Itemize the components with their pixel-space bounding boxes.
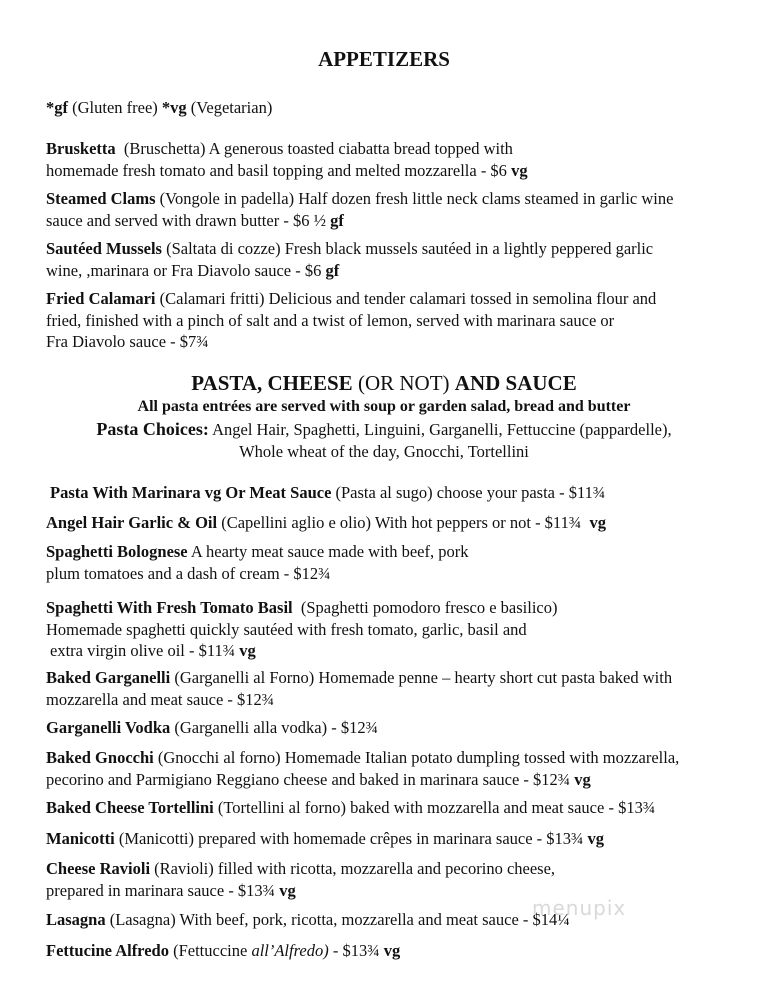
menu-item-baked-gnocchi — [46, 747, 746, 790]
menupix-watermark: menupix — [532, 896, 627, 920]
item-name: Lasagna — [46, 910, 106, 929]
item-desc: (Saltata di cozze) Fresh black mussels sautéed in a lightly peppered garlic — [166, 239, 654, 258]
item-desc: (Capellini aglio e olio) With hot peppers or not - $11¾ — [221, 513, 582, 532]
item-desc: (Garganelli alla vodka) - $12¾ — [174, 718, 378, 737]
item-name: Fried Calamari — [46, 289, 156, 308]
item-desc: (Garganelli al Forno) Homemade penne – hearty short cut pasta baked with — [174, 668, 673, 687]
item-name: Angel Hair Garlic & Oil — [46, 513, 218, 532]
item-desc: plum tomatoes and a dash of cream - $12¾ — [46, 563, 331, 583]
item-desc-italic: all’Alfredo) — [251, 941, 329, 960]
pasta-choices-line2: Whole wheat of the day, Gnocchi, Tortellini — [239, 442, 529, 461]
item-name: Baked Garganelli — [46, 668, 171, 687]
menu-item-fried-calamari — [46, 288, 746, 353]
appetizers-title: APPETIZERS — [318, 47, 450, 71]
item-desc: (Manicotti) prepared with homemade crêpes in marinara sauce - $13¾ — [118, 829, 584, 848]
vg-text: (Vegetarian) — [190, 98, 273, 117]
pasta-title-b: (OR NOT) — [357, 371, 450, 395]
pasta-choices-list: Angel Hair, Spaghetti, Linguini, Garganelli, Fettuccine (pappardelle), — [208, 420, 672, 439]
item-name: Manicotti — [46, 829, 115, 848]
item-desc: Homemade spaghetti quickly sautéed with fresh tomato, garlic, basil and — [46, 619, 527, 639]
item-desc: (Pasta al sugo) choose your pasta - $11¾ — [335, 483, 606, 502]
item-name: Sautéed Mussels — [46, 239, 162, 258]
item-desc: (Ravioli) filled with ricotta, mozzarella and pecorino cheese, — [154, 859, 556, 878]
item-desc: (Spaghetti pomodoro fresco e basilico) — [300, 598, 558, 617]
menu-item-cheese-ravioli — [46, 858, 746, 901]
menu-item-fettucine-alfredo — [46, 940, 746, 962]
menu-item-baked-garganelli — [46, 667, 746, 710]
pasta-title-a: PASTA, CHEESE — [191, 371, 353, 395]
menu-item-pasta-marinara — [50, 482, 750, 504]
item-desc: (Bruschetta) A generous toasted ciabatta bread topped with — [123, 139, 513, 158]
menu-item-manicotti — [46, 828, 746, 850]
item-name: Spaghetti Bolognese — [46, 542, 188, 561]
item-name: Pasta With Marinara vg Or Meat Sauce — [50, 483, 332, 502]
item-name: Baked Cheese Tortellini — [46, 798, 214, 817]
item-name: Cheese Ravioli — [46, 859, 151, 878]
item-desc: (Fettuccine — [173, 941, 252, 960]
pasta-choices — [0, 419, 768, 440]
diet-tag: vg — [587, 829, 605, 848]
served-with-note: All pasta entrées are served with soup or garden salad, bread and butter — [137, 398, 631, 415]
item-name: Steamed Clams — [46, 189, 156, 208]
diet-tag: vg — [574, 769, 591, 789]
item-desc: (Gnocchi al forno) Homemade Italian potato dumpling tossed with mozzarella, — [157, 748, 680, 767]
menu-item-brusketta — [46, 138, 746, 181]
menu-item-steamed-clams — [46, 188, 746, 231]
menu-item-spaghetti-tomato-basil — [46, 597, 746, 662]
item-desc: mozzarella and meat sauce - $12¾ — [46, 689, 275, 709]
item-desc: A hearty meat sauce made with beef, pork — [190, 542, 469, 561]
gf-code: *gf — [46, 98, 68, 117]
item-name: Spaghetti With Fresh Tomato Basil — [46, 598, 293, 617]
diet-legend — [46, 97, 746, 118]
item-desc: wine, ,marinara or Fra Diavolo sauce - $6 — [46, 260, 326, 280]
menu-item-angel-hair — [46, 512, 746, 534]
item-name: Baked Gnocchi — [46, 748, 154, 767]
menu-item-sauteed-mussels — [46, 238, 746, 281]
item-desc: prepared in marinara sauce - $13¾ — [46, 880, 276, 900]
pasta-title — [0, 371, 768, 396]
diet-tag: vg — [511, 160, 528, 180]
item-desc: fried, finished with a pinch of salt and a twist of lemon, served with marinara sauce or — [46, 310, 615, 330]
item-name: Brusketta — [46, 139, 116, 158]
gf-text: (Gluten free) — [72, 98, 158, 117]
item-desc: homemade fresh tomato and basil topping and melted mozzarella - $6 — [46, 160, 507, 180]
item-name: Fettucine Alfredo — [46, 941, 169, 960]
item-price: - $13¾ — [328, 941, 380, 960]
pasta-choices-label: Pasta Choices: — [96, 419, 209, 439]
diet-tag: vg — [239, 641, 256, 660]
diet-tag: vg — [589, 513, 606, 532]
pasta-title-c: AND SAUCE — [454, 371, 577, 395]
item-desc: sauce and served with drawn butter - $6 ½ — [46, 210, 326, 230]
vg-code: *vg — [161, 98, 187, 117]
item-desc: pecorino and Parmigiano Reggiano cheese and baked in marinara sauce - $12¾ — [46, 769, 571, 789]
diet-tag: vg — [279, 880, 296, 900]
diet-tag: gf — [330, 210, 344, 230]
item-desc: (Vongole in padella) Half dozen fresh little neck clams steamed in garlic wine — [159, 189, 674, 208]
diet-tag: vg — [383, 941, 401, 960]
menu-item-spaghetti-bolognese — [46, 541, 746, 584]
menu-item-garganelli-vodka — [46, 717, 746, 739]
item-desc: (Tortellini al forno) baked with mozzarella and meat sauce - $13¾ — [217, 798, 656, 817]
item-desc: (Lasagna) With beef, pork, ricotta, mozzarella and meat sauce - $14¼ — [109, 910, 570, 929]
item-desc: Fra Diavolo sauce - $7¾ — [46, 332, 209, 351]
menu-item-baked-tortellini — [46, 797, 746, 819]
item-desc: extra virgin olive oil - $11¾ — [50, 641, 236, 660]
menu-item-lasagna — [46, 909, 746, 931]
item-desc: (Calamari fritti) Delicious and tender calamari tossed in semolina flour and — [159, 289, 657, 308]
diet-tag: gf — [325, 260, 340, 280]
item-name: Garganelli Vodka — [46, 718, 171, 737]
